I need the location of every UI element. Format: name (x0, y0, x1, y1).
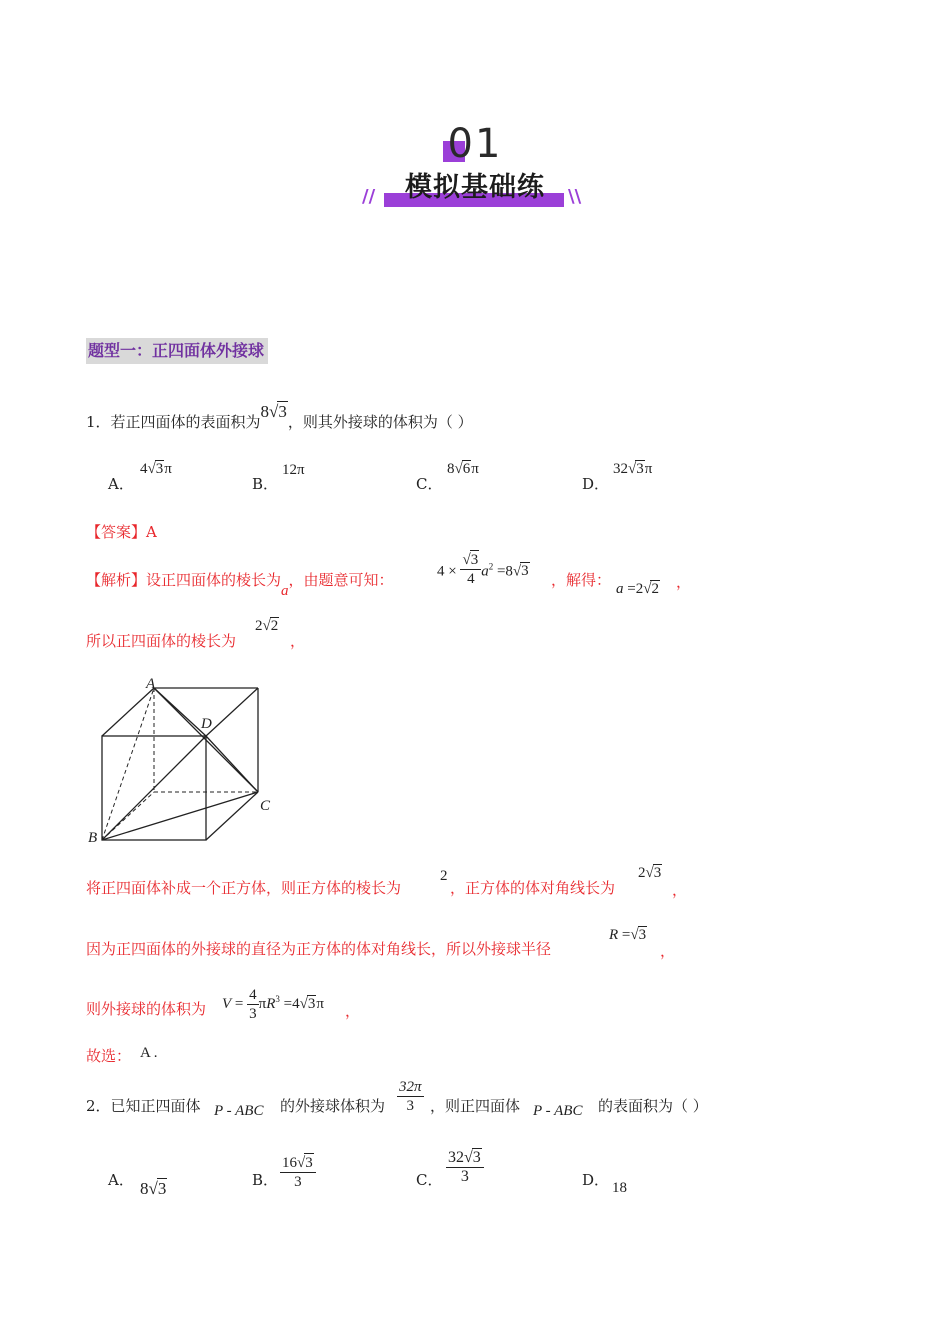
header-title: 模拟基础练 (405, 172, 545, 203)
section-heading: 题型一：正四面体外接球 (86, 338, 268, 364)
q2-option-b[interactable]: B． (252, 1171, 279, 1189)
q1-option-c-value: 8√6π (447, 461, 479, 477)
figure-label-d: D (201, 716, 212, 732)
q1-analysis-diagonal: 2√3 (638, 865, 662, 881)
cube-tetrahedron-figure (80, 676, 280, 846)
q2-stem-math1: P - ABC (214, 1103, 264, 1119)
q1-analysis-solve: ，解得： (551, 571, 612, 589)
q1-analysis-eq1: 4 × $\frac{√3}{4}$ $a^2 =8√3$ (437, 552, 529, 587)
q2-stem-d: 的表面积为（ ） (598, 1097, 708, 1115)
q2-option-c[interactable]: C． (416, 1171, 443, 1189)
q1-option-a-value: 4√3π (140, 461, 172, 477)
q1-analysis-comma5: ， (345, 1002, 361, 1020)
q1-option-b[interactable]: B． (252, 475, 279, 493)
q1-choice-value: A . (140, 1045, 158, 1061)
q1-analysis-line1: 【解析】设正四面体的棱长为a，由题意可知： (86, 571, 394, 599)
figure-label-b: B (88, 830, 98, 846)
q2-option-a-value: 8√3 (140, 1179, 167, 1198)
q2-option-a[interactable]: A． (108, 1171, 134, 1189)
q1-analysis-comma4: ， (660, 942, 676, 960)
figure-label-c: C (260, 798, 271, 814)
header-left-slashes: // (362, 186, 376, 207)
q1-analysis-line3: 将正四面体补成一个正方体，则正方体的棱长为 (86, 879, 402, 897)
q1-analysis-comma1: ， (676, 573, 692, 591)
q1-analysis-radius: R =√3 (609, 927, 647, 943)
q1-analysis-comma2: ， (290, 632, 306, 650)
q1-analysis-comma3: ， (672, 881, 688, 899)
q2-option-c-value: $\frac{32√3}{3}$ (446, 1148, 484, 1186)
q1-option-a[interactable]: A． (108, 475, 134, 493)
q2-stem-math2: P - ABC (533, 1103, 583, 1119)
q1-choice: 故选： (86, 1047, 132, 1065)
q2-stem-c: ，则正四面体 (430, 1097, 521, 1115)
q1-option-d-value: 32√3π (613, 461, 653, 477)
q1-option-d[interactable]: D． (582, 475, 610, 493)
q1-analysis-line3b: ，正方体的体对角线长为 (450, 879, 616, 897)
q2-option-d[interactable]: D． (582, 1171, 610, 1189)
figure-label-a: A (146, 676, 156, 692)
q1-answer: 【答案】A (86, 523, 157, 541)
q2-stem-fraction: $\frac{32\pi}{3}$ (399, 1079, 422, 1114)
q1-analysis-eq2: a =2√2 (616, 581, 659, 597)
header-right-slashes: \\ (568, 186, 582, 207)
q1-analysis-volume: V = $\frac{4}{3}$ $\pi R^3 =4√3\pi$ (222, 987, 324, 1022)
header-number: 01 (447, 121, 503, 167)
q1-analysis-line5: 则外接球的体积为 (86, 1000, 207, 1018)
q2-stem-b: 的外接球体积为 (280, 1097, 386, 1115)
q1-stem: 1．若正四面体的表面积为8√3，则其外接球的体积为（ ） (86, 402, 473, 431)
q1-option-b-value: 12π (282, 462, 305, 478)
q1-analysis-cube-edge: 2 (440, 868, 448, 884)
q1-stem-math: 8√3 (260, 402, 287, 421)
q1-analysis-edge: 2√2 (255, 618, 279, 634)
q1-analysis-line4: 因为正四面体的外接球的直径为正方体的体对角线长，所以外接球半径 (86, 940, 552, 958)
q1-analysis-line2: 所以正四面体的棱长为 (86, 632, 237, 650)
q2-stem-a: 2．已知正四面体 (86, 1097, 201, 1115)
q1-option-c[interactable]: C． (416, 475, 443, 493)
q2-option-d-value: 18 (612, 1180, 627, 1196)
q2-option-b-value: $\frac{16√3}{3}$ (280, 1153, 316, 1191)
